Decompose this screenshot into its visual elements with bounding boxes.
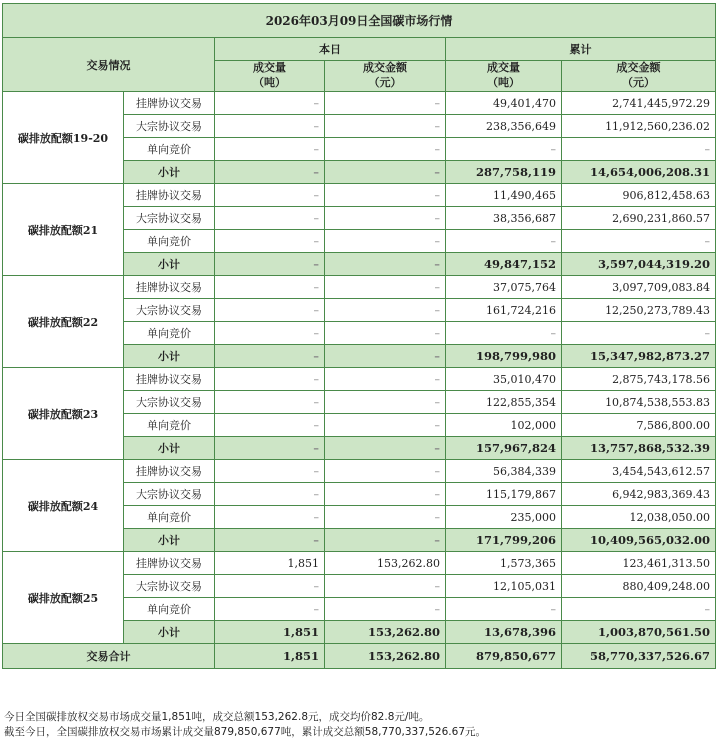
cell-today-amt: –	[325, 276, 446, 299]
summary-notes	[4, 710, 714, 740]
total-cum-vol: 879,850,677	[446, 644, 562, 669]
subtotal-today-vol: –	[215, 345, 325, 368]
subtotal-today-vol: –	[215, 529, 325, 552]
cell-today-amt: –	[325, 115, 446, 138]
header-today-volume	[215, 61, 325, 92]
subtotal-cum-amt: 15,347,982,873.27	[562, 345, 716, 368]
trade-type: 挂牌协议交易	[124, 552, 215, 575]
subtotal-cum-vol: 171,799,206	[446, 529, 562, 552]
subtotal-cum-vol: 13,678,396	[446, 621, 562, 644]
header-cum-volume	[446, 61, 562, 92]
trade-type: 挂牌协议交易	[124, 368, 215, 391]
total-label: 交易合计	[3, 644, 215, 669]
cell-cum-vol: 38,356,687	[446, 207, 562, 230]
trade-type: 大宗协议交易	[124, 575, 215, 598]
trade-type: 单向竞价	[124, 138, 215, 161]
subtotal-today-amt: –	[325, 437, 446, 460]
cell-cum-vol: 238,356,649	[446, 115, 562, 138]
group-name: 碳排放配额24	[3, 460, 124, 552]
trade-type: 大宗协议交易	[124, 391, 215, 414]
subtotal-cum-vol: 49,847,152	[446, 253, 562, 276]
trade-type: 单向竞价	[124, 598, 215, 621]
cell-today-amt: –	[325, 460, 446, 483]
cell-cum-vol: –	[446, 598, 562, 621]
group-name: 碳排放配额25	[3, 552, 124, 644]
subtotal-today-amt: –	[325, 253, 446, 276]
cell-cum-amt: 7,586,800.00	[562, 414, 716, 437]
cell-today-amt: –	[325, 575, 446, 598]
group-name: 碳排放配额22	[3, 276, 124, 368]
group-name: 碳排放配额19-20	[3, 92, 124, 184]
trade-type: 大宗协议交易	[124, 299, 215, 322]
cell-cum-vol: 122,855,354	[446, 391, 562, 414]
header-today-amount	[325, 61, 446, 92]
subtotal-label: 小计	[124, 529, 215, 552]
subtotal-label: 小计	[124, 437, 215, 460]
cell-cum-amt: 11,912,560,236.02	[562, 115, 716, 138]
subtotal-cum-amt: 10,409,565,032.00	[562, 529, 716, 552]
cell-cum-vol: –	[446, 322, 562, 345]
trade-type: 单向竞价	[124, 230, 215, 253]
cell-cum-vol: 161,724,216	[446, 299, 562, 322]
cell-today-vol: –	[215, 115, 325, 138]
cell-cum-amt: 6,942,983,369.43	[562, 483, 716, 506]
cell-today-vol: –	[215, 92, 325, 115]
table-body	[3, 92, 716, 669]
cell-today-vol: –	[215, 207, 325, 230]
cell-cum-amt: 906,812,458.63	[562, 184, 716, 207]
cell-cum-amt: 123,461,313.50	[562, 552, 716, 575]
trade-type: 大宗协议交易	[124, 115, 215, 138]
header-amount-label: 成交金额	[616, 61, 661, 74]
subtotal-cum-amt: 1,003,870,561.50	[562, 621, 716, 644]
cell-cum-amt: –	[562, 138, 716, 161]
cell-cum-vol: 12,105,031	[446, 575, 562, 598]
cell-cum-amt: 3,454,543,612.57	[562, 460, 716, 483]
trade-type: 挂牌协议交易	[124, 460, 215, 483]
subtotal-today-vol: –	[215, 253, 325, 276]
cell-cum-amt: –	[562, 598, 716, 621]
subtotal-cum-vol: 198,799,980	[446, 345, 562, 368]
cell-today-amt: –	[325, 391, 446, 414]
header-amount-unit: （元）	[622, 76, 656, 89]
cell-today-vol: –	[215, 414, 325, 437]
cell-cum-amt: 2,875,743,178.56	[562, 368, 716, 391]
cell-cum-amt: 12,038,050.00	[562, 506, 716, 529]
subtotal-today-amt: –	[325, 161, 446, 184]
header-volume-label: 成交量	[487, 61, 520, 74]
trade-type: 单向竞价	[124, 506, 215, 529]
cell-today-vol: –	[215, 276, 325, 299]
market-table	[2, 3, 716, 669]
cell-today-vol: –	[215, 368, 325, 391]
cell-today-vol: 1,851	[215, 552, 325, 575]
table-row	[3, 368, 716, 391]
subtotal-cum-vol: 157,967,824	[446, 437, 562, 460]
cell-cum-amt: –	[562, 230, 716, 253]
table-row	[3, 276, 716, 299]
cell-today-vol: –	[215, 138, 325, 161]
subtotal-today-vol: –	[215, 161, 325, 184]
cell-cum-amt: 2,690,231,860.57	[562, 207, 716, 230]
cell-today-vol: –	[215, 184, 325, 207]
cell-cum-vol: 102,000	[446, 414, 562, 437]
header-trade-info: 交易情况	[3, 38, 215, 92]
cell-cum-vol: 235,000	[446, 506, 562, 529]
total-today-amt: 153,262.80	[325, 644, 446, 669]
trade-type: 单向竞价	[124, 414, 215, 437]
cell-today-vol: –	[215, 391, 325, 414]
cell-today-amt: –	[325, 299, 446, 322]
cell-today-amt: –	[325, 322, 446, 345]
cell-today-amt: –	[325, 207, 446, 230]
subtotal-cum-amt: 13,757,868,532.39	[562, 437, 716, 460]
header-amount-unit: （元）	[368, 76, 402, 89]
trade-type: 挂牌协议交易	[124, 276, 215, 299]
note-today: 今日全国碳排放权交易市场成交量1,851吨，成交总额153,262.8元，成交均价82.8元/吨。	[4, 711, 430, 723]
cell-today-vol: –	[215, 506, 325, 529]
cell-cum-vol: 56,384,339	[446, 460, 562, 483]
trade-type: 挂牌协议交易	[124, 184, 215, 207]
subtotal-label: 小计	[124, 621, 215, 644]
cell-cum-vol: 1,573,365	[446, 552, 562, 575]
trade-type: 大宗协议交易	[124, 207, 215, 230]
subtotal-today-amt: 153,262.80	[325, 621, 446, 644]
cell-today-amt: –	[325, 598, 446, 621]
cell-today-vol: –	[215, 598, 325, 621]
header-volume-unit: （吨）	[487, 76, 520, 89]
subtotal-today-vol: 1,851	[215, 621, 325, 644]
header-amount-label: 成交金额	[363, 61, 407, 74]
total-today-vol: 1,851	[215, 644, 325, 669]
trade-type: 单向竞价	[124, 322, 215, 345]
subtotal-today-amt: –	[325, 529, 446, 552]
cell-cum-vol: 11,490,465	[446, 184, 562, 207]
cell-cum-amt: 880,409,248.00	[562, 575, 716, 598]
cell-cum-vol: 35,010,470	[446, 368, 562, 391]
cell-today-amt: –	[325, 184, 446, 207]
note-cumulative: 截至今日，全国碳排放权交易市场累计成交量879,850,677吨，累计成交总额58,770,337,526.67元。	[4, 726, 486, 738]
cell-cum-vol: –	[446, 138, 562, 161]
trade-type: 挂牌协议交易	[124, 92, 215, 115]
header-cum-amount	[562, 61, 716, 92]
cell-today-amt: –	[325, 414, 446, 437]
subtotal-cum-amt: 3,597,044,319.20	[562, 253, 716, 276]
header-volume-label: 成交量	[253, 61, 286, 74]
cell-cum-amt: 12,250,273,789.43	[562, 299, 716, 322]
cell-today-amt: –	[325, 92, 446, 115]
table-row	[3, 184, 716, 207]
group-name: 碳排放配额23	[3, 368, 124, 460]
cell-today-amt: –	[325, 230, 446, 253]
subtotal-today-vol: –	[215, 437, 325, 460]
table-row	[3, 92, 716, 115]
header-volume-unit: （吨）	[253, 76, 286, 89]
cell-today-amt: –	[325, 483, 446, 506]
cell-cum-amt: –	[562, 322, 716, 345]
cell-today-vol: –	[215, 460, 325, 483]
table-title: 2026年03月09日全国碳市场行情	[3, 4, 716, 38]
cell-cum-vol: 49,401,470	[446, 92, 562, 115]
cell-today-amt: –	[325, 138, 446, 161]
cell-today-vol: –	[215, 575, 325, 598]
total-row	[3, 644, 716, 669]
header-today: 本日	[215, 38, 446, 61]
group-name: 碳排放配额21	[3, 184, 124, 276]
cell-today-vol: –	[215, 299, 325, 322]
cell-today-amt: –	[325, 506, 446, 529]
subtotal-today-amt: –	[325, 345, 446, 368]
cell-today-vol: –	[215, 483, 325, 506]
table-row	[3, 460, 716, 483]
header-cumulative: 累计	[446, 38, 716, 61]
cell-cum-vol: 37,075,764	[446, 276, 562, 299]
subtotal-cum-amt: 14,654,006,208.31	[562, 161, 716, 184]
cell-today-amt: 153,262.80	[325, 552, 446, 575]
total-cum-amt: 58,770,337,526.67	[562, 644, 716, 669]
table-row	[3, 552, 716, 575]
subtotal-label: 小计	[124, 345, 215, 368]
cell-today-vol: –	[215, 230, 325, 253]
cell-cum-vol: –	[446, 230, 562, 253]
subtotal-label: 小计	[124, 161, 215, 184]
cell-cum-vol: 115,179,867	[446, 483, 562, 506]
cell-cum-amt: 3,097,709,083.84	[562, 276, 716, 299]
subtotal-cum-vol: 287,758,119	[446, 161, 562, 184]
cell-today-vol: –	[215, 322, 325, 345]
cell-cum-amt: 10,874,538,553.83	[562, 391, 716, 414]
trade-type: 大宗协议交易	[124, 483, 215, 506]
cell-today-amt: –	[325, 368, 446, 391]
cell-cum-amt: 2,741,445,972.29	[562, 92, 716, 115]
subtotal-label: 小计	[124, 253, 215, 276]
